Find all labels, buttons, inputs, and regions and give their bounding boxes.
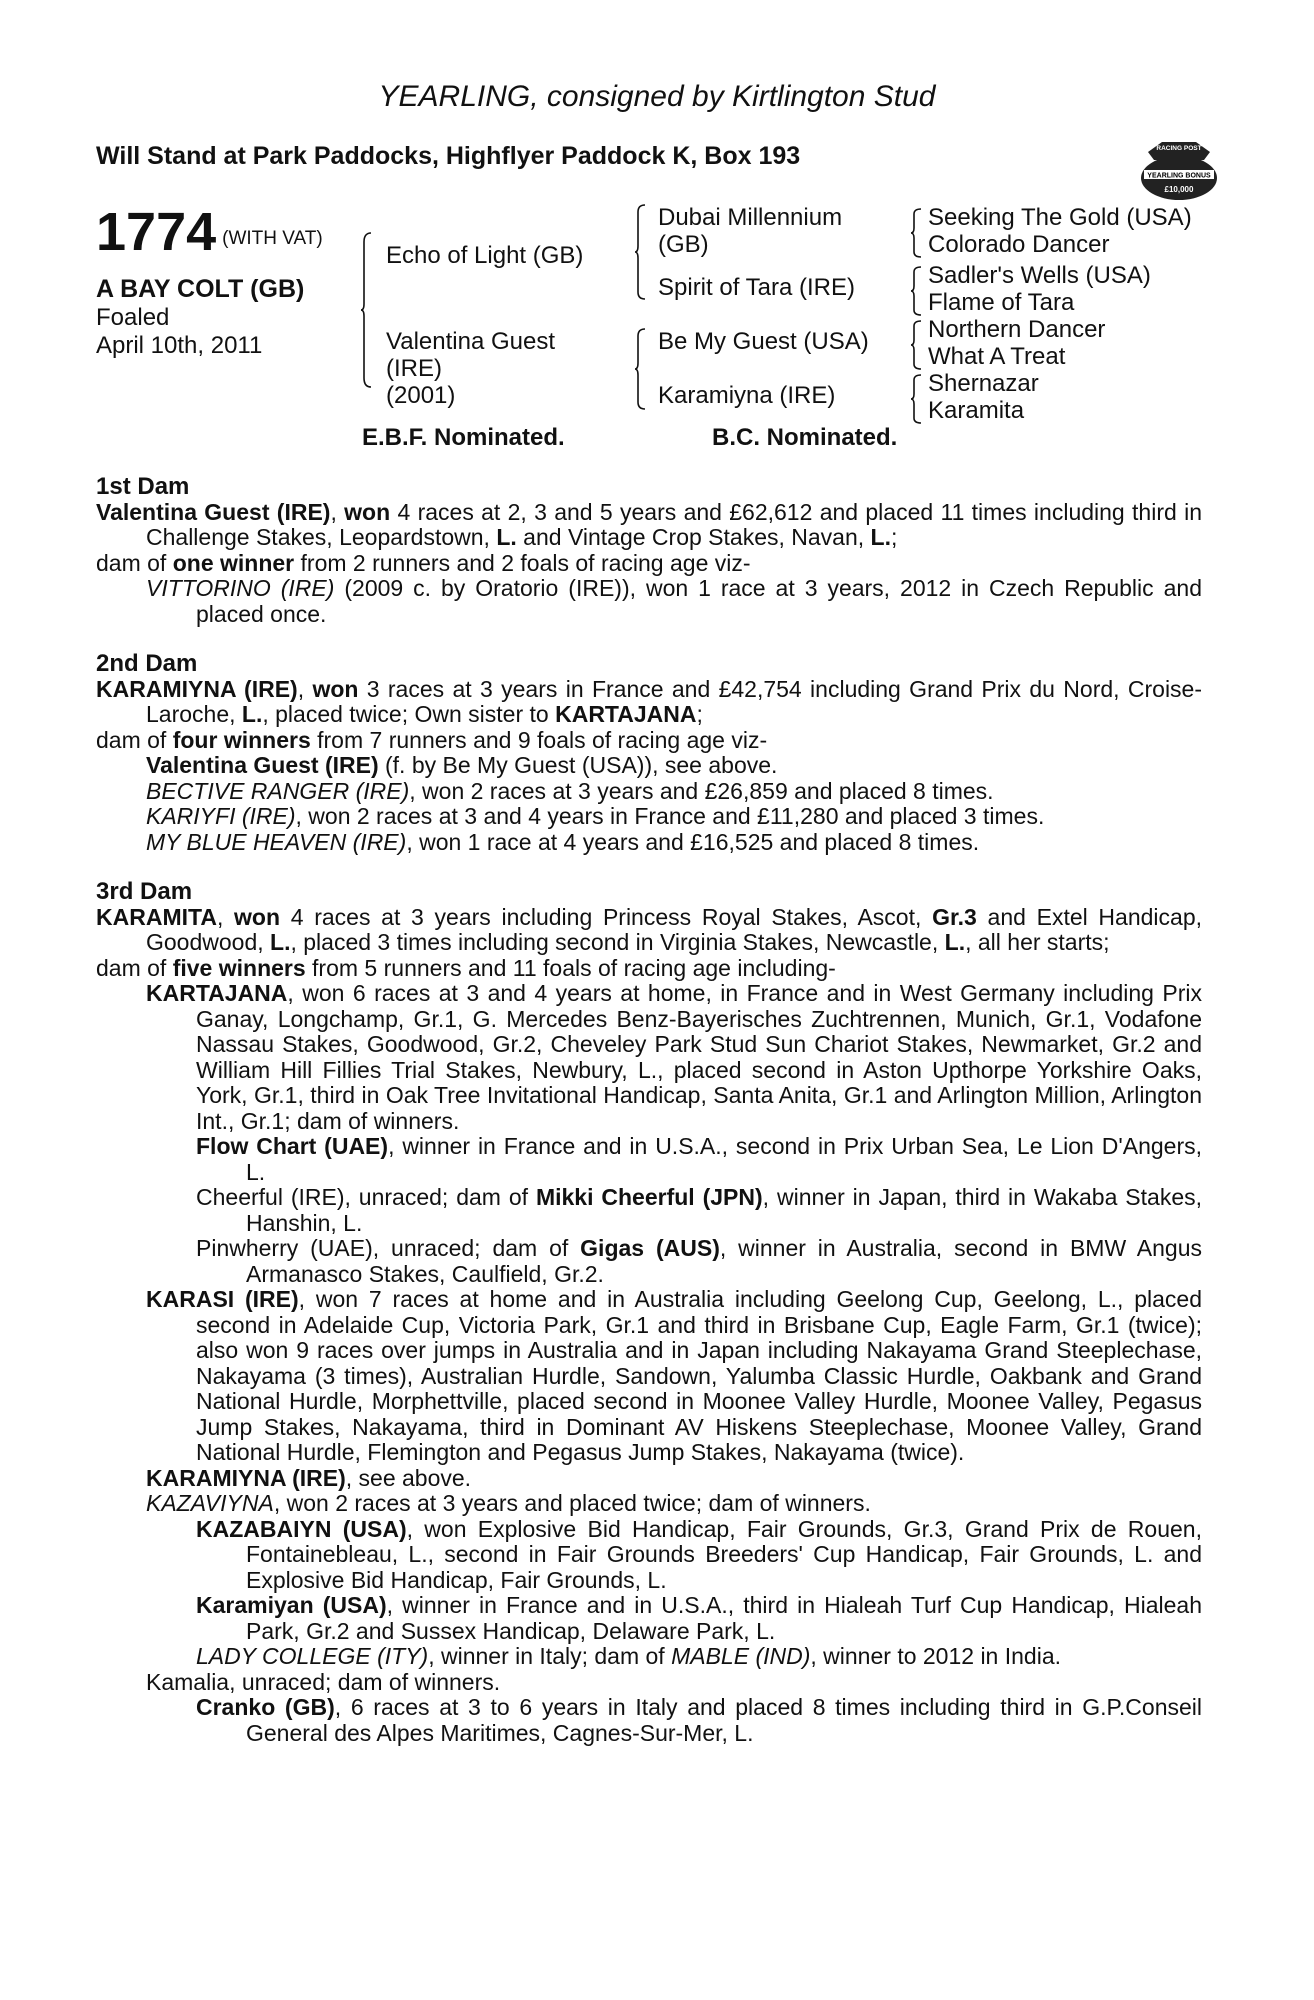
- foaled-date: April 10th, 2011: [96, 332, 263, 359]
- pedigree-ssd: Colorado Dancer: [928, 231, 1110, 258]
- yearling-bonus-badge: [1138, 130, 1220, 208]
- second-dam-heading: 2nd Dam: [96, 650, 198, 677]
- badge-amount-text: £10,000: [1164, 185, 1194, 194]
- pedigree-sds: Sadler's Wells (USA): [928, 262, 1151, 289]
- pedigree-brace-sire: [634, 204, 646, 300]
- pedigree-brace-g4: [910, 374, 922, 424]
- pedigree-brace-g1: [910, 208, 922, 258]
- pedigree-ddd: Karamita: [928, 397, 1025, 424]
- third-dam-produce-summary: dam of five winners from 5 runners and 11 foals of racing age including-: [96, 954, 836, 981]
- pedigree-sdd: Flame of Tara: [928, 289, 1075, 316]
- progeny-kazabaiyn: KAZABAIYN (USA), won Explosive Bid Handicap, Fair Grounds, Gr.3, Grand Prix de Rouen, Fontainebleau, L., second in Fair Grounds Breeders' Cup Handicap, Fair Grounds, L. and Explosive Bid Handicap, Fair Grounds, L.: [196, 1515, 1202, 1593]
- vat-note: (WITH VAT): [222, 228, 323, 249]
- third-dam-record: KARAMITA, won 4 races at 3 years including Princess Royal Stakes, Ascot, Gr.3 and Extel Handicap, Goodwood, L., placed 3 times including second in Virginia Stakes, Newcastle, L., all her starts;: [96, 903, 1203, 955]
- progeny-karamiyna: KARAMIYNA (IRE), see above.: [146, 1464, 472, 1491]
- pedigree-dds: Shernazar: [928, 370, 1039, 397]
- pedigree-dam-line2: (IRE): [386, 355, 442, 382]
- progeny-kamalia: Kamalia, unraced; dam of winners.: [146, 1668, 501, 1695]
- pedigree-brace-g2: [910, 266, 922, 316]
- second-dam-progeny-4: MY BLUE HEAVEN (IRE), won 1 race at 4 years and £16,525 and placed 8 times.: [146, 828, 980, 855]
- pedigree-dam-line1: Valentina Guest: [386, 328, 555, 355]
- foaled-label: Foaled: [96, 304, 170, 331]
- progeny-kartajana: KARTAJANA, won 6 races at 3 and 4 years at home, in France and in West Germany including Prix Ganay, Longchamp, Gr.1, G. Mercedes Benz-Bayerisches Zuchtrennen, Munich, Gr.1, Vodafone Nassau Stakes, Goodwood, Gr.2, Cheveley Park Stud Sun Chariot Stakes, Newmarket, Gr.2 and William Hill Fillies Trial Stakes, Newbury, L., placed second in Aston Upthorpe Yorkshire Oaks, York, Gr.1, third in Oak Tree Invitational Handicap, Santa Anita, Gr.1 and Arlington Million, Arlington Int., Gr.1; dam of winners.: [146, 980, 1202, 1134]
- stand-location: Will Stand at Park Paddocks, Highflyer Paddock K, Box 193: [96, 142, 801, 170]
- badge-top-text: RACING POST: [1156, 145, 1202, 152]
- first-dam-heading: 1st Dam: [96, 473, 190, 500]
- third-dam-heading: 3rd Dam: [96, 878, 193, 905]
- pedigree-sire-sire-line1: Dubai Millennium: [658, 204, 843, 231]
- pedigree-sire-dam: Spirit of Tara (IRE): [658, 274, 855, 301]
- bc-nominated: B.C. Nominated.: [712, 424, 898, 451]
- second-dam-progeny-2: BECTIVE RANGER (IRE), won 2 races at 3 years and £26,859 and placed 8 times.: [146, 777, 994, 804]
- progeny-cheerful: Cheerful (IRE), unraced; dam of Mikki Cheerful (JPN), winner in Japan, third in Wakaba Stakes, Hanshin, L.: [196, 1184, 1203, 1236]
- pedigree-dam-line3: (2001): [386, 382, 456, 409]
- pedigree-dsd: What A Treat: [928, 343, 1066, 370]
- pedigree-brace-g3: [910, 320, 922, 370]
- progeny-karasi: KARASI (IRE), won 7 races at home and in Australia including Geelong Cup, Geelong, L., placed second in Adelaide Cup, Victoria Park, Gr.1 and third in Brisbane Cup, Eagle Farm, Gr.1 (twice); also won 9 races over jumps in Australia and in Japan including Nakayama Grand Steeplechase, Nakayama (3 times), Australian Hurdle, Sandown, Yalumba Classic Hurdle, Oakbank and Grand National Hurdle, Morphettville, placed second in Moonee Valley Hurdle, Moonee Valley, Pegasus Jump Stakes, Nakayama, third in Dominant AV Hiskens Steeplechase, Moonee Valley, Grand National Hurdle, Flemington and Pegasus Jump Stakes, Nakayama (twice).: [146, 1286, 1202, 1465]
- badge-mid-text: YEARLING BONUS: [1147, 172, 1211, 180]
- pedigree-brace-dam: [634, 328, 646, 410]
- progeny-flow-chart: Flow Chart (UAE), winner in France and in U.S.A., second in Prix Urban Sea, Le Lion D'Angers, L.: [196, 1133, 1202, 1185]
- lot-number: 1774 (WITH VAT): [96, 202, 323, 262]
- pedigree-dam-sire: Be My Guest (USA): [658, 328, 869, 355]
- page-title: YEARLING, consigned by Kirtlington Stud: [378, 80, 936, 113]
- second-dam-progeny-1: Valentina Guest (IRE) (f. by Be My Guest (USA)), see above.: [146, 752, 778, 778]
- second-dam-record: KARAMIYNA (IRE), won 3 races at 3 years in France and £42,754 including Grand Prix du Nord, Croise-Laroche, L., placed twice; Own sister to KARTAJANA;: [96, 675, 1203, 727]
- ebf-nominated: E.B.F. Nominated.: [362, 424, 565, 451]
- first-dam-progeny: VITTORINO (IRE) (2009 c. by Oratorio (IRE)), won 1 race at 3 years, 2012 in Czech Republic and placed once.: [146, 575, 1202, 627]
- first-dam-record: Valentina Guest (IRE), won 4 races at 2, 3 and 5 years and £62,612 and placed 11 times including third in Challenge Stakes, Leopardstown, L. and Vintage Crop Stakes, Navan, L.;: [96, 498, 1202, 550]
- first-dam-produce-summary: dam of one winner from 2 runners and 2 foals of racing age viz-: [96, 549, 751, 576]
- progeny-cranko: Cranko (GB), 6 races at 3 to 6 years in Italy and placed 8 times including third in G.P.Conseil General des Alpes Maritimes, Cagnes-Sur-Mer, L.: [196, 1694, 1203, 1746]
- second-dam-produce-summary: dam of four winners from 7 runners and 9 foals of racing age viz-: [96, 726, 768, 753]
- pedigree-sire: Echo of Light (GB): [386, 242, 584, 269]
- progeny-pinwherry: Pinwherry (UAE), unraced; dam of Gigas (AUS), winner in Australia, second in BMW Angus Armanasco Stakes, Caulfield, Gr.2.: [196, 1235, 1202, 1287]
- pedigree-dss: Northern Dancer: [928, 316, 1106, 343]
- progeny-lady-college: LADY COLLEGE (ITY), winner in Italy; dam of MABLE (IND), winner to 2012 in India.: [196, 1643, 1061, 1669]
- pedigree-sss: Seeking The Gold (USA): [928, 204, 1192, 231]
- second-dam-progeny-3: KARIYFI (IRE), won 2 races at 3 and 4 years in France and £11,280 and placed 3 times.: [146, 803, 1045, 829]
- colt-description: A BAY COLT (GB): [96, 275, 305, 303]
- catalogue-body: [96, 474, 1202, 1746]
- progeny-karamiyan: Karamiyan (USA), winner in France and in U.S.A., third in Hialeah Turf Cup Handicap, Hialeah Park, Gr.2 and Sussex Handicap, Delaware Park, L.: [196, 1592, 1203, 1644]
- pedigree-sire-sire-line2: (GB): [658, 231, 709, 258]
- pedigree-brace-main: [360, 232, 372, 388]
- pedigree-dam-dam: Karamiyna (IRE): [658, 382, 836, 409]
- progeny-kazaviyna: KAZAVIYNA, won 2 races at 3 years and placed twice; dam of winners.: [146, 1490, 871, 1516]
